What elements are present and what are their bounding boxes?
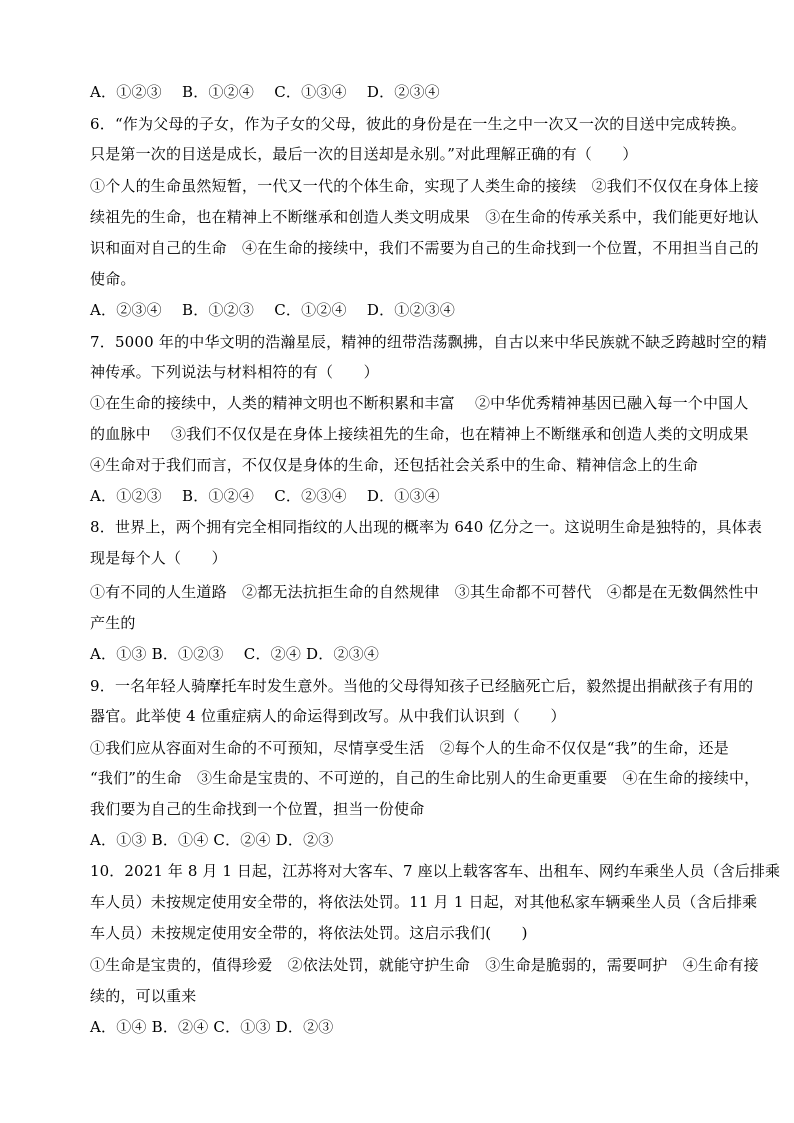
q5-options: A．①②③ B．①②④ C．①③④ D．②③④ [90, 83, 440, 101]
q8-statement-line-2: 产生的 [90, 614, 136, 632]
q6-options: A．②③④ B．①②③ C．①②④ D．①②③④ [90, 301, 456, 319]
q8-stem-line-1: 8．世界上，两个拥有完全相同指纹的人出现的概率为 640 亿分之一。这说明生命是独特的，具体表 [90, 518, 763, 536]
q9-statement-line-3: 我们要为自己的生命找到一个位置，担当一份使命 [90, 800, 425, 818]
q9-statement-line-2: “我们”的生命 ③生命是宝贵的、不可逆的，自己的生命比别人的生命更重要 ④在生命的接续中， [90, 769, 760, 787]
q6-stem-line-2: 只是第一次的目送是成长，最后一次的目送却是永别。”对此理解正确的有（ ） [90, 145, 638, 163]
q10-statement-line-2: 续的，可以重来 [90, 987, 197, 1005]
q7-options: A．①②③ B．①②④ C．②③④ D．①③④ [90, 487, 440, 505]
q10-options: A．①④ B．②④ C．①③ D．②③ [90, 1018, 334, 1036]
q8-stem-line-2: 现是每个人（ ） [90, 549, 227, 567]
q10-statement-line-1: ①生命是宝贵的，值得珍爱 ②依法处罚，就能守护生命 ③生命是脆弱的，需要呵护 ④生命有接 [90, 956, 759, 974]
q10-stem-line-2: 车人员）未按规定使用安全带的，将依法处罚。11 月 1 日起，对其他私家车辆乘坐人员（含后排乘 [90, 893, 758, 911]
q6-stem-line-1: 6．“作为父母的子女，作为子女的父母，彼此的身份是在一生之中一次又一次的目送中完成转换。 [90, 115, 747, 133]
q6-statement-line-1: ①个人的生命虽然短暂，一代又一代的个体生命，实现了人类生命的接续 ②我们不仅仅在身体上接 [90, 177, 759, 195]
q7-statement-line-1: ①在生命的接续中，人类的精神文明也不断积累和丰富 ②中华优秀精神基因已融入每一个中国人 [90, 394, 749, 412]
q6-statement-line-4: 使命。 [90, 270, 136, 288]
q9-stem-line-2: 器官。此举使 4 位重症病人的命运得到改写。从中我们认识到（ ） [90, 707, 566, 725]
q7-statement-line-3: ④生命对于我们而言，不仅仅是身体的生命，还包括社会关系中的生命、精神信念上的生命 [90, 456, 699, 474]
q7-stem-line-1: 7．5000 年的中华文明的浩瀚星辰，精神的纽带浩荡飘拂，自古以来中华民族就不缺乏跨越时空的精 [90, 333, 767, 351]
q6-statement-line-3: 识和面对自己的生命 ④在生命的接续中，我们不需要为自己的生命找到一个位置，不用担当自己的 [90, 239, 759, 257]
q8-options: A．①③ B．①②③ C．②④ D．②③④ [90, 645, 380, 663]
q7-stem-line-2: 神传承。下列说法与材料相符的有（ ） [90, 363, 379, 381]
q7-statement-line-2: 的血脉中 ③我们不仅仅是在身体上接续祖先的生命，也在精神上不断继承和创造人类的文明成果 [90, 425, 749, 443]
q10-stem-line-1: 10．2021 年 8 月 1 日起，江苏将对大客车、7 座以上载客客车、出租车、网约车乘坐人员（含后排乘 [90, 862, 781, 880]
q9-options: A．①③ B．①④ C．②④ D．②③ [90, 831, 334, 849]
q8-statement-line-1: ①有不同的人生道路 ②都无法抗拒生命的自然规律 ③其生命都不可替代 ④都是在无数偶然性中 [90, 583, 759, 601]
q9-stem-line-1: 9．一名年轻人骑摩托车时发生意外。当他的父母得知孩子已经脑死亡后，毅然提出捐献孩子有用的 [90, 677, 754, 695]
q10-stem-line-3: 车人员）未按规定使用安全带的，将依法处罚。这启示我们( ) [90, 924, 528, 942]
q9-statement-line-1: ①我们应从容面对生命的不可预知，尽情享受生活 ②每个人的生命不仅仅是“我”的生命，还是 [90, 739, 729, 757]
q6-statement-line-2: 续祖先的生命，也在精神上不断继承和创造人类文明成果 ③在生命的传承关系中，我们能更好地认 [90, 208, 759, 226]
